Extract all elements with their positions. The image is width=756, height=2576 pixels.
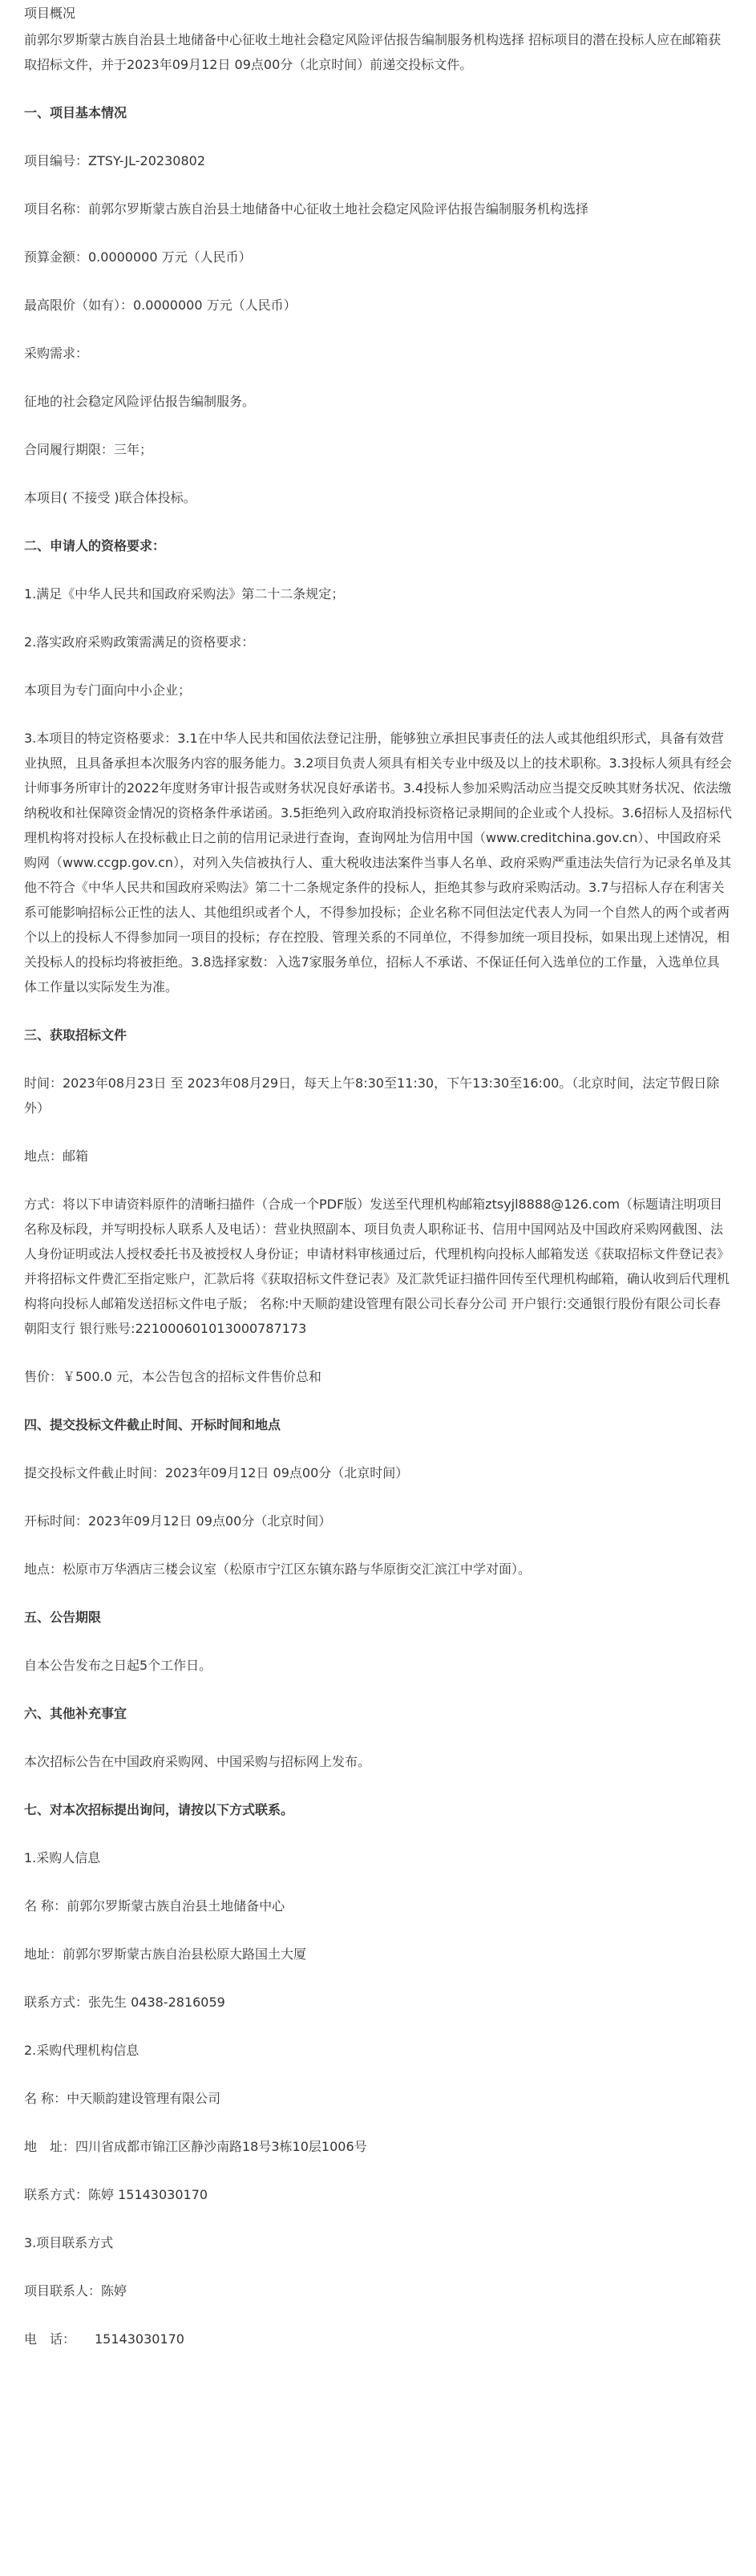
buyer-address: 地址：前郭尔罗斯蒙古族自治县松原大路国土大厦 xyxy=(24,1946,307,1962)
project-name: 项目名称：前郭尔罗斯蒙古族自治县土地储备中心征收土地社会稳定风险评估报告编制服务机构选择 xyxy=(24,201,589,217)
buyer-contact: 联系方式：张先生 0438-2816059 xyxy=(24,1995,225,2010)
consortium-note: 本项目( 不接受 )联合体投标。 xyxy=(24,490,196,505)
max-price: 最高限价（如有）：0.0000000 万元（人民币） xyxy=(24,298,297,313)
agent-name: 名 称：中天顺韵建设管理有限公司 xyxy=(24,2091,221,2106)
buyer-name: 名 称：前郭尔罗斯蒙古族自治县土地储备中心 xyxy=(24,1898,285,1914)
notice-period-text: 自本公告发布之日起5个工作日。 xyxy=(24,1658,212,1673)
section-contacts xyxy=(24,1797,732,2351)
agent-address: 地 址：四川省成都市锦江区静沙南路18号3栋10层1006号 xyxy=(24,2139,367,2154)
section-get-documents xyxy=(24,1023,732,1389)
intro-paragraph: 前郭尔罗斯蒙古族自治县土地储备中心征收土地社会稳定风险评估报告编制服务机构选择 招标项目的潜在投标人应在邮箱获取招标文件，并于2023年09月12日 09点00分（北京时间）前递交投标文件。 xyxy=(24,32,722,72)
section-heading: 二、申请人的资格要求： xyxy=(24,538,166,553)
requirement-1: 1.满足《中华人民共和国政府采购法》第二十二条规定； xyxy=(24,586,345,601)
acquire-method: 方式：将以下申请资料原件的清晰扫描件（合成一个PDF版）发送至代理机构邮箱ztsyjl8888@126.com（标题请注明项目名称及标段，并写明投标人联系人及电话）：营业执照副本、项目负责人职称证书、信用中国网站及中国政府采购网截图、法人身份证明或法人授权委托书及被授权人身份证；申请材料审核通过后，代理机构向投标人邮箱发送《获取招标文件登记表》并将招标文件费汇至指定账户，汇款后将《获取招标文件登记表》及汇款凭证扫描件回传至代理机构邮箱，确认收到后代理机构将向投标人邮箱发送招标文件电子版； 名称:中天顺韵建设管理有限公司长春分公司 开户银行:交通银行股份有限公司长春朝阳支行 银行账号:221000601013000787173 xyxy=(24,1197,730,1336)
budget-amount: 预算金额：0.0000000 万元（人民币） xyxy=(24,249,252,265)
submission-deadline: 提交投标文件截止时间：2023年09月12日 09点00分（北京时间） xyxy=(24,1465,409,1480)
demand-text: 征地的社会稳定风险评估报告编制服务。 xyxy=(24,394,256,409)
document-price: 售价：￥500.0 元，本公告包含的招标文件售价总和 xyxy=(24,1369,321,1384)
requirement-3: 3.本项目的特定资格要求：3.1在中华人民共和国依法登记注册，能够独立承担民事责任的法人或其他组织形式，具备有效营业执照，且具备承担本次服务内容的服务能力。3.2项目负责人须具有相关专业中级及以上的技术职称。3.3投标人须具有经会计师事务所审计的2022年度财务审计报告或财务状况良好承诺书。3.4投标人参加采购活动应当提交反映其财务状况、依法缴纳税收和社保障资金情况的资格条件承诺函。3.5拒绝列入政府取消投标资格记录期间的企业或个人投标。3.6招标人及招标代理机构将对投标人在投标截止日之前的信用记录进行查询，查询网址为信用中国（www.creditchina.gov.cn）、中国政府采购网（www.ccgp.gov.cn），对列入失信被执行人、重大税收违法案件当事人名单、政府采购严重违法失信行为记录名单及其他不符合《中华人民共和国政府采购法》第二十二条规定条件的投标人，拒绝其参与政府采购活动。3.7与招标人存在利害关系可能影响招标公正性的法人、其他组织或者个人，不得参加投标；企业名称不同但法定代表人为同一个自然人的两个或者两个以上的投标人不得参加同一项目的投标；存在控股、管理关系的不同单位，不得参加统一项目投标，如果出现上述情况，相关投标人的投标均将被拒绝。3.8选择家数：入选7家服务单位，招标人不承诺、不保证任何入选单位的工作量，入选单位具体工作量以实际发生为准。 xyxy=(24,731,732,994)
opening-time: 开标时间：2023年09月12日 09点00分（北京时间） xyxy=(24,1513,332,1529)
section-heading: 六、其他补充事宜 xyxy=(24,1706,127,1721)
opening-place: 地点：松原市万华酒店三楼会议室（松原市宁江区东镇东路与华原街交汇滨江中学对面）。 xyxy=(24,1561,532,1577)
project-number: 项目编号：ZTSY-JL-20230802 xyxy=(24,153,205,168)
page-title: 项目概况 xyxy=(24,6,76,21)
agent-info-title: 2.采购代理机构信息 xyxy=(24,2043,139,2058)
demand-label: 采购需求： xyxy=(24,346,89,361)
section-heading: 四、提交投标文件截止时间、开标时间和地点 xyxy=(24,1417,281,1432)
section-heading: 五、公告期限 xyxy=(24,1610,102,1625)
section-other-matters xyxy=(24,1701,732,1774)
section-heading: 三、获取招标文件 xyxy=(24,1027,127,1043)
requirement-2: 2.落实政府采购政策需满足的资格要求： xyxy=(24,634,255,650)
project-contact-person: 项目联系人：陈婷 xyxy=(24,2283,127,2299)
section-heading: 七、对本次招标提出询问，请按以下方式联系。 xyxy=(24,1802,294,1817)
contract-period: 合同履行期限：三年； xyxy=(24,442,153,457)
section-submission xyxy=(24,1412,732,1582)
project-contact-phone: 电 话： 15143030170 xyxy=(24,2331,184,2347)
other-matters-text: 本次招标公告在中国政府采购网、中国采购与招标网上发布。 xyxy=(24,1754,371,1769)
section-heading: 一、项目基本情况 xyxy=(24,105,127,120)
acquire-time: 时间：2023年08月23日 至 2023年08月29日，每天上午8:30至11:30，下午13:30至16:00。（北京时间，法定节假日除外） xyxy=(24,1075,720,1116)
section-notice-period xyxy=(24,1605,732,1678)
buyer-info-title: 1.采购人信息 xyxy=(24,1850,101,1865)
section-basic-info xyxy=(24,100,732,510)
section-qualifications xyxy=(24,533,732,999)
acquire-place: 地点：邮箱 xyxy=(24,1148,89,1164)
agent-contact: 联系方式：陈婷 15143030170 xyxy=(24,2187,208,2202)
project-contact-title: 3.项目联系方式 xyxy=(24,2235,114,2250)
requirement-2-detail: 本项目为专门面向中小企业； xyxy=(24,682,192,698)
